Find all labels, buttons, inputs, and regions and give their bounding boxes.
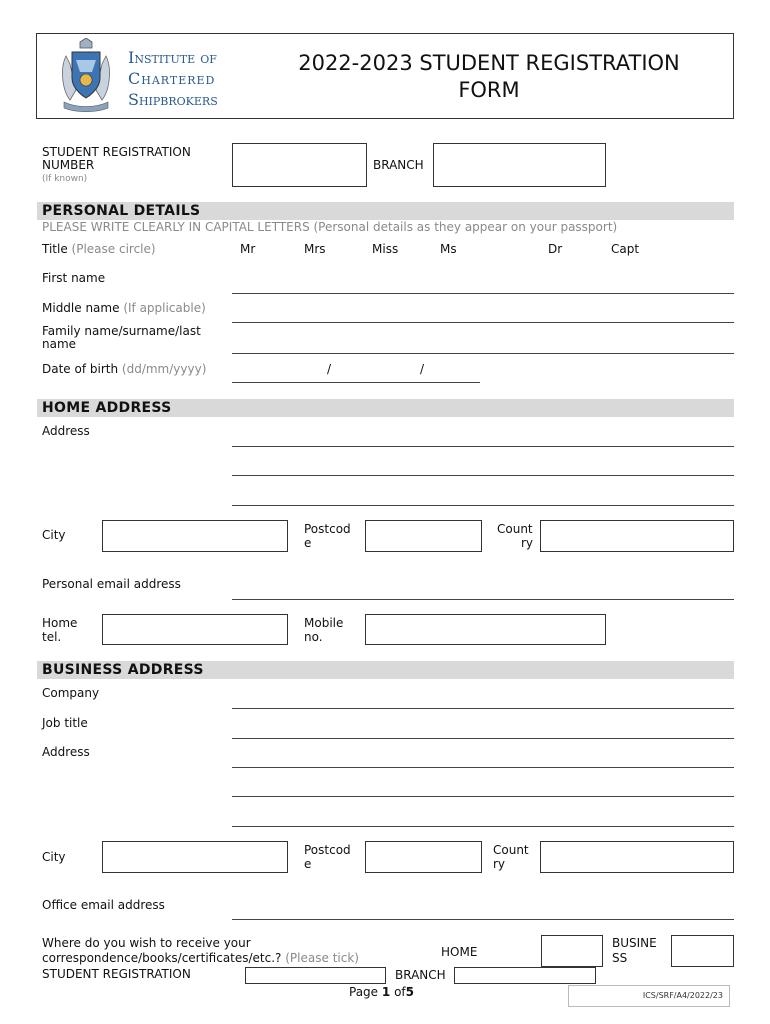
- business-city-input[interactable]: [102, 841, 288, 873]
- middle-name-hint: (If applicable): [123, 301, 206, 315]
- form-title: [250, 50, 728, 104]
- home-postcode-label-2: e: [304, 536, 312, 550]
- branch-input[interactable]: [433, 143, 606, 187]
- home-option-checkbox[interactable]: [541, 935, 603, 967]
- form-code: ICS/SRF/A4/2022/23: [642, 991, 723, 1000]
- reg-number-repeat-label: STUDENT REGISTRATION: [42, 967, 191, 981]
- mobile-label-2: no.: [304, 630, 323, 644]
- home-tel-input[interactable]: [102, 614, 288, 645]
- home-address-line-3[interactable]: [232, 505, 734, 506]
- reg-number-repeat-input[interactable]: [245, 967, 386, 984]
- personal-email-label: Personal email address: [42, 577, 181, 591]
- correspondence-label-text: correspondence/books/certificates/etc.?: [42, 951, 282, 965]
- title-option-capt[interactable]: Capt: [611, 242, 640, 256]
- home-address-heading: HOME ADDRESS: [42, 400, 172, 416]
- home-address-line-2[interactable]: [232, 475, 734, 476]
- business-address-header: [37, 661, 734, 679]
- office-email-input[interactable]: [232, 919, 734, 920]
- title-option-dr[interactable]: Dr: [548, 242, 563, 256]
- title-hint: (Please circle): [71, 242, 156, 256]
- company-input[interactable]: [232, 708, 734, 709]
- business-address-line-2[interactable]: [232, 796, 734, 797]
- home-tel-label-2: tel.: [42, 630, 62, 644]
- mobile-input[interactable]: [365, 614, 606, 645]
- job-title-label: Job title: [42, 716, 88, 730]
- correspondence-label-1: Where do you wish to receive your: [42, 936, 251, 950]
- org-name-line-2: Chartered: [128, 69, 216, 88]
- middle-name-label-text: Middle name: [42, 301, 120, 315]
- reg-number-input[interactable]: [232, 143, 367, 187]
- correspondence-hint: (Please tick): [285, 951, 359, 965]
- org-name-line-3: Shipbrokers: [128, 90, 218, 109]
- middle-name-input[interactable]: [232, 322, 734, 323]
- business-option-checkbox[interactable]: [671, 935, 734, 967]
- business-postcode-label-2: e: [304, 857, 312, 871]
- business-postcode-input[interactable]: [365, 841, 482, 873]
- page-number: [349, 986, 414, 999]
- dob-input[interactable]: [232, 382, 480, 383]
- page-current: 1: [381, 985, 391, 999]
- home-city-label: City: [42, 528, 66, 542]
- title-option-mr[interactable]: Mr: [240, 242, 256, 256]
- title-option-miss[interactable]: Miss: [372, 242, 399, 256]
- first-name-input[interactable]: [232, 293, 734, 294]
- mobile-label-1: Mobile: [304, 616, 344, 630]
- org-name-line-1: Institute of: [128, 48, 217, 67]
- correspondence-label-2: [42, 952, 359, 965]
- reg-number-hint: (If known): [42, 174, 88, 184]
- business-city-label: City: [42, 850, 66, 864]
- home-country-label-2: ry: [521, 536, 534, 550]
- page-total: 5: [405, 985, 415, 999]
- business-option-label-2: SS: [612, 951, 628, 965]
- form-title-line-1: 2022-2023 STUDENT REGISTRATION: [298, 51, 680, 75]
- business-country-label-2: ry: [493, 857, 506, 871]
- job-title-input[interactable]: [232, 738, 734, 739]
- reg-number-label-1: STUDENT REGISTRATION: [42, 145, 191, 159]
- title-label: [42, 243, 156, 256]
- business-postcode-label-1: Postcod: [304, 843, 351, 857]
- family-name-label-2: name: [42, 337, 77, 351]
- home-address-label: Address: [42, 424, 90, 438]
- capitals-instruction: PLEASE WRITE CLEARLY IN CAPITAL LETTERS (Personal details as they appear on your passport): [42, 220, 618, 234]
- dob-label-text: Date of birth: [42, 362, 119, 376]
- home-city-input[interactable]: [102, 520, 288, 552]
- dob-slash-1: /: [327, 362, 332, 376]
- title-option-mrs[interactable]: Mrs: [304, 242, 326, 256]
- business-address-line-3[interactable]: [232, 826, 734, 827]
- home-tel-label-1: Home: [42, 616, 78, 630]
- home-country-label-1: Count: [497, 522, 533, 536]
- personal-details-heading: PERSONAL DETAILS: [42, 203, 201, 219]
- business-address-heading: BUSINESS ADDRESS: [42, 662, 204, 678]
- business-address-line-1[interactable]: [232, 767, 734, 768]
- form-code-box: [568, 985, 730, 1007]
- business-address-label: Address: [42, 745, 90, 759]
- personal-email-input[interactable]: [232, 599, 734, 600]
- company-label: Company: [42, 686, 100, 700]
- page-prefix: Page: [349, 985, 379, 999]
- home-country-input[interactable]: [540, 520, 734, 552]
- dob-label: [42, 363, 206, 376]
- form-title-line-2: FORM: [458, 78, 520, 102]
- title-label-text: Title: [42, 242, 68, 256]
- branch-repeat-label: BRANCH: [395, 968, 446, 982]
- home-address-header: [37, 399, 734, 417]
- home-address-line-1[interactable]: [232, 446, 734, 447]
- office-email-label: Office email address: [42, 898, 165, 912]
- dob-hint: (dd/mm/yyyy): [121, 362, 207, 376]
- title-option-ms[interactable]: Ms: [440, 242, 457, 256]
- first-name-label: First name: [42, 271, 106, 285]
- branch-repeat-input[interactable]: [454, 967, 596, 984]
- home-postcode-input[interactable]: [365, 520, 482, 552]
- branch-label: BRANCH: [373, 158, 424, 172]
- personal-details-header: [37, 202, 734, 220]
- home-postcode-label-1: Postcod: [304, 522, 351, 536]
- home-option-label: HOME: [441, 945, 478, 959]
- middle-name-label: [42, 302, 206, 315]
- crest-logo-icon: [58, 38, 114, 114]
- business-country-input[interactable]: [540, 841, 734, 873]
- family-name-label-1: Family name/surname/last: [42, 324, 201, 338]
- business-option-label-1: BUSINE: [612, 936, 657, 950]
- dob-slash-2: /: [420, 362, 425, 376]
- family-name-input[interactable]: [232, 353, 734, 354]
- business-country-label-1: Count: [493, 843, 529, 857]
- reg-number-label-2: NUMBER: [42, 158, 95, 172]
- page-of: of: [394, 985, 406, 999]
